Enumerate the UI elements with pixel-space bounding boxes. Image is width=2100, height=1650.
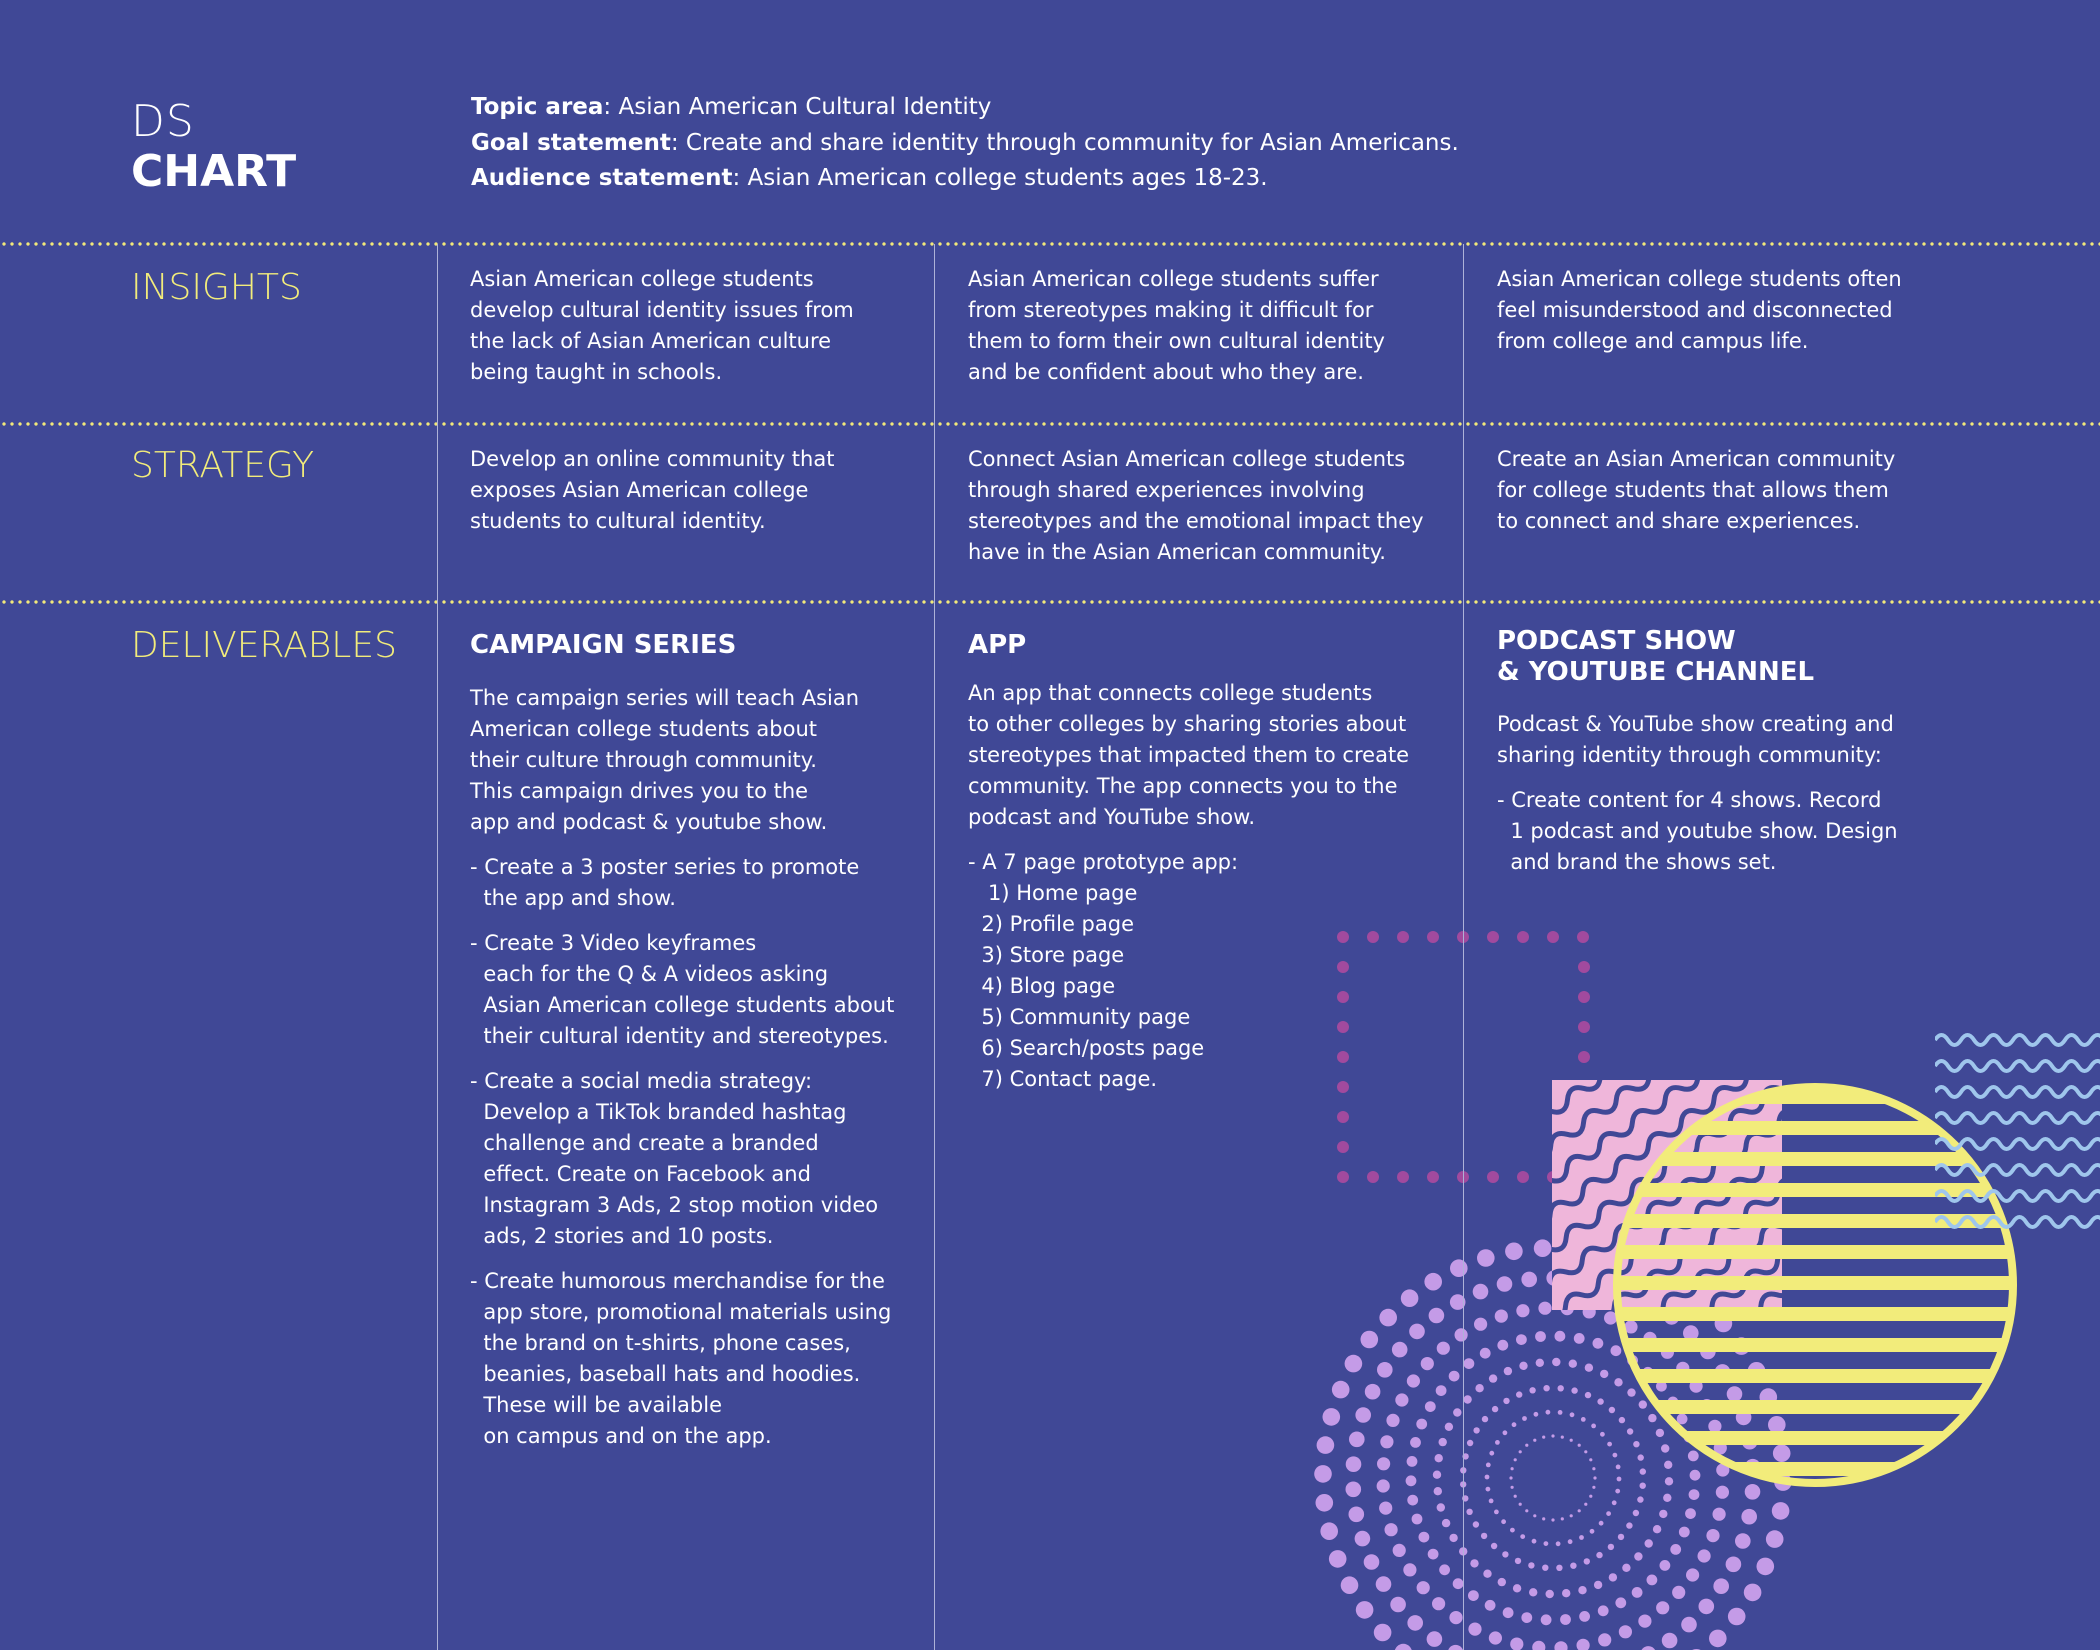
- row-label-deliverables: DELIVERABLES: [131, 625, 397, 666]
- column-divider: [934, 244, 935, 1650]
- insights-col1-text: Asian American college students develop cultural identity issues from the lack of Asian American culture being taught in schools.: [470, 267, 854, 384]
- audience-statement-label: Audience statement: [471, 165, 733, 191]
- row-label-insights: INSIGHTS: [131, 267, 302, 308]
- audience-statement-value: : Asian American college students ages 18-23.: [732, 165, 1268, 191]
- campaign-series-body: [470, 683, 894, 1466]
- strategy-col3-text: Create an Asian American community for college students that allows them to connect and share experiences.: [1497, 447, 1896, 533]
- app-intro: An app that connects college students to other colleges by sharing stories about stereotypes that impacted them to create community. The app connects you to the podcast and YouTube show.: [968, 681, 1410, 829]
- blue-waves-shape: [1935, 1035, 2100, 1227]
- podcast-heading: PODCAST SHOW & YOUTUBE CHANNEL: [1497, 626, 1815, 687]
- topic-area-label: Topic area: [471, 94, 604, 120]
- list-item: - Create a social media strategy: Develop a TikTok branded hashtag challenge and create a branded effect. Create on Facebook and Instagram 3 Ads, 2 stop motion video ads, 2 stories and 10 posts.: [470, 1069, 879, 1248]
- goal-statement-label: Goal statement: [471, 130, 671, 156]
- column-divider: [437, 244, 438, 1650]
- list-item: 7) Contact page.: [968, 1067, 1158, 1091]
- campaign-series-intro: The campaign series will teach Asian American college students about their culture through community. This campaign drives you to the app and podcast & youtube show.: [470, 686, 860, 834]
- insights-col3-text: Asian American college students often feel misunderstood and disconnected from college and campus life.: [1497, 267, 1902, 353]
- column-divider: [1463, 244, 1464, 1650]
- list-item: - Create humorous merchandise for the app store, promotional materials using the brand on t-shirts, phone cases, beanies, baseball hats and hoodies. These will be available on campus and on the app.: [470, 1269, 892, 1448]
- separator-line: [0, 242, 2100, 246]
- list-item: 4) Blog page: [968, 974, 1116, 998]
- campaign-series-heading: CAMPAIGN SERIES: [470, 630, 737, 660]
- list-item: 5) Community page: [968, 1005, 1191, 1029]
- title-chart: CHART: [131, 146, 297, 197]
- row-label-strategy: STRATEGY: [131, 445, 315, 486]
- list-item: 2) Profile page: [968, 912, 1135, 936]
- separator-line: [0, 600, 2100, 604]
- podcast-intro: Podcast & YouTube show creating and sharing identity through community:: [1497, 712, 1894, 767]
- topic-area-value: : Asian American Cultural Identity: [603, 94, 992, 120]
- goal-statement-value: : Create and share identity through community for Asian Americans.: [670, 130, 1459, 156]
- list-item: 3) Store page: [968, 943, 1125, 967]
- separator-line: [0, 422, 2100, 426]
- list-item: - Create a 3 poster series to promote the app and show.: [470, 855, 860, 910]
- strategy-col1-text: Develop an online community that exposes Asian American college students to cultural identity.: [470, 447, 835, 533]
- app-body: [968, 678, 1409, 1095]
- podcast-body: [1497, 709, 1898, 892]
- title-ds: DS: [131, 96, 195, 147]
- list-item: 1) Home page: [968, 881, 1138, 905]
- strategy-col2-text: Connect Asian American college students through shared experiences involving stereotypes and the emotional impact they have in the Asian American community.: [968, 447, 1424, 564]
- list-item: - Create content for 4 shows. Record 1 podcast and youtube show. Design and brand the shows set.: [1497, 788, 1898, 874]
- insights-col2-text: Asian American college students suffer from stereotypes making it difficult for them to form their own cultural identity and be confident about who they are.: [968, 267, 1385, 384]
- app-heading: APP: [968, 630, 1027, 660]
- app-list-title: - A 7 page prototype app:: [968, 850, 1239, 874]
- list-item: 6) Search/posts page: [968, 1036, 1205, 1060]
- list-item: - Create 3 Video keyframes each for the Q & A videos asking Asian American college students about their cultural identity and stereotypes.: [470, 931, 895, 1048]
